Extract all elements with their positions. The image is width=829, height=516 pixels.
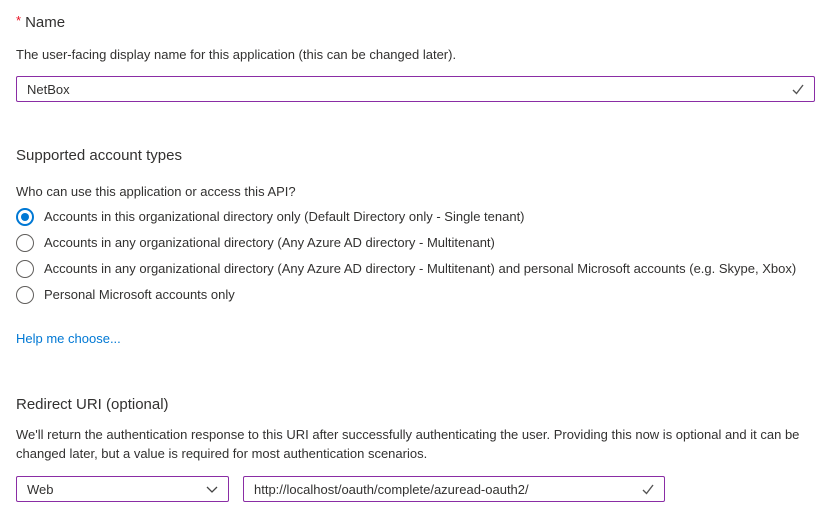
redirect-uri-input-container <box>243 476 665 502</box>
radio-option-multitenant-personal[interactable] <box>16 256 813 282</box>
name-label-text: Name <box>25 14 66 31</box>
app-registration-form <box>0 10 829 502</box>
platform-selected-value: Web <box>27 481 54 497</box>
name-section-title <box>16 10 813 33</box>
name-description: The user-facing display name for this application (this can be changed later). <box>16 47 457 62</box>
account-type-radio-group <box>16 204 813 308</box>
radio-button-icon <box>16 208 34 226</box>
chevron-down-icon <box>205 482 219 496</box>
radio-option-label: Accounts in this organizational directory only (Default Directory only - Single tenant) <box>44 209 525 224</box>
radio-option-multitenant[interactable] <box>16 230 813 256</box>
radio-option-label: Accounts in any organizational directory (Any Azure AD directory - Multitenant) <box>44 235 495 250</box>
radio-option-personal-only[interactable] <box>16 282 813 308</box>
name-input[interactable] <box>17 77 814 101</box>
redirect-uri-title: Redirect URI (optional) <box>16 396 169 413</box>
name-input-container <box>16 76 815 102</box>
redirect-uri-input[interactable] <box>244 477 664 501</box>
redirect-uri-description: We'll return the authentication response to this URI after successfully authenticating the user. Providing this now is optional and it can be changed later, but a value is required for most authentication scenarios. <box>16 427 800 461</box>
help-me-choose-link[interactable]: Help me choose... <box>16 331 121 346</box>
radio-option-label: Personal Microsoft accounts only <box>44 287 235 302</box>
radio-button-icon <box>16 234 34 252</box>
radio-button-icon <box>16 260 34 278</box>
supported-account-types-title: Supported account types <box>16 147 182 164</box>
platform-select-dropdown[interactable] <box>16 476 229 502</box>
account-types-question: Who can use this application or access this API? <box>16 184 296 199</box>
radio-button-icon <box>16 286 34 304</box>
radio-option-label: Accounts in any organizational directory (Any Azure AD directory - Multitenant) and personal Microsoft accounts (e.g. Skype, Xbox) <box>44 261 797 276</box>
redirect-uri-controls <box>16 476 813 502</box>
required-asterisk: * <box>16 13 22 28</box>
radio-option-single-tenant[interactable] <box>16 204 813 230</box>
